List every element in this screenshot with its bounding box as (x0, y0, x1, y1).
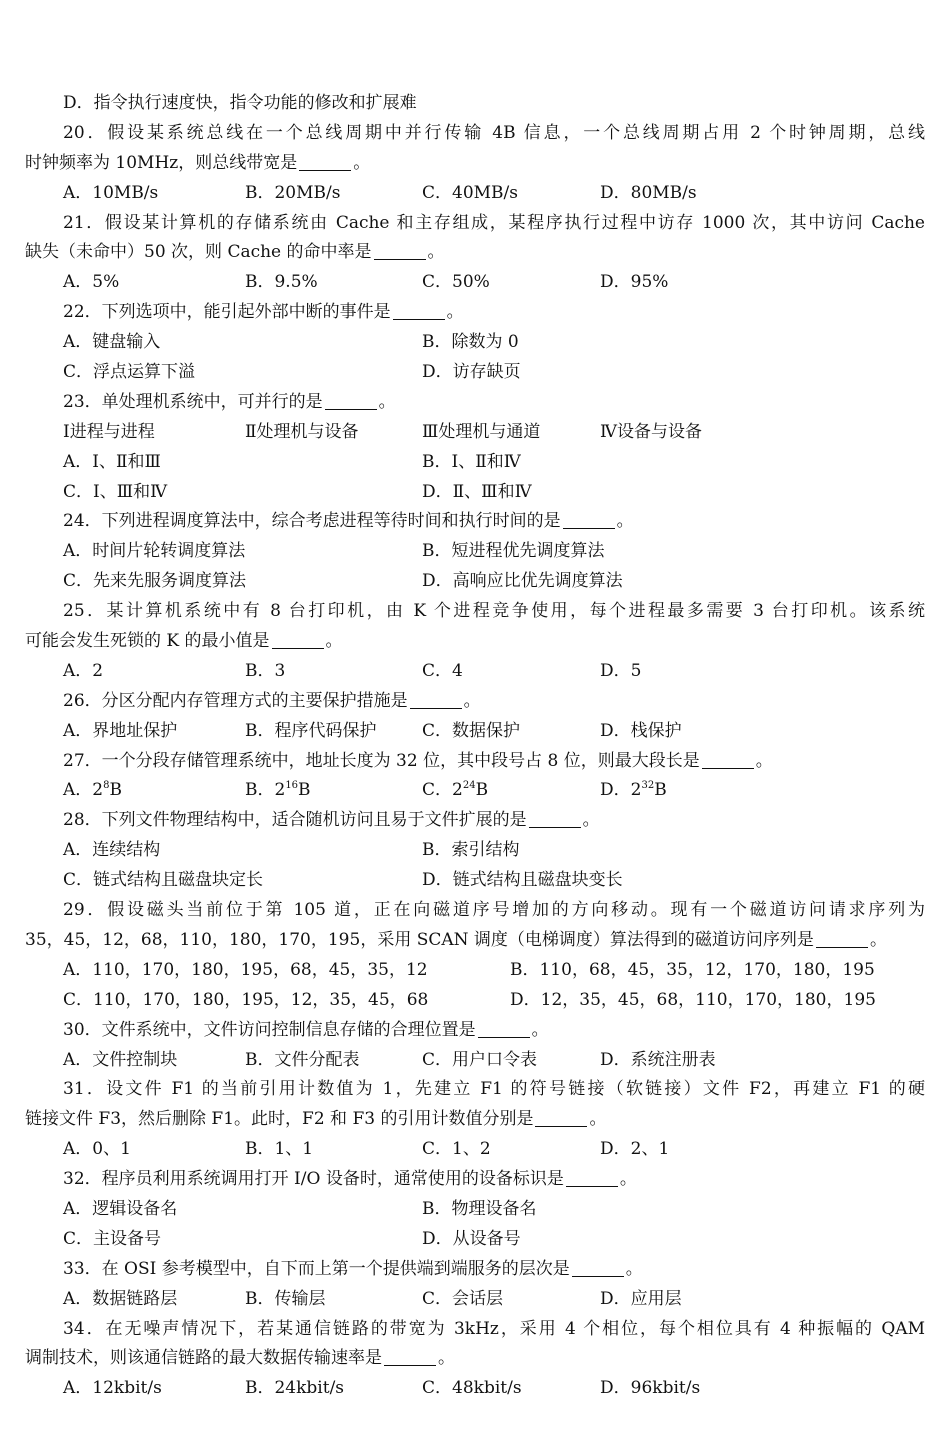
question-stem-line: 34．在无噪声情况下，若某通信链路的带宽为 3kHz，采用 4 个相位，每个相位具有 4 种振幅的 QAM (63, 1318, 925, 1339)
option: C．会话层 (422, 1288, 504, 1309)
option: A．12kbit/s (63, 1378, 162, 1399)
question-end-punct: 。 (582, 810, 600, 831)
question-continuation-line (25, 149, 925, 179)
option: B．9.5% (245, 272, 318, 293)
option: B．文件分配表 (245, 1049, 360, 1070)
option (63, 776, 122, 806)
option: C．链式结构且磁盘块定长 (63, 870, 264, 891)
option-unit: B (475, 780, 489, 801)
question-end-punct: 。 (325, 631, 343, 652)
question-continuation-line (25, 926, 925, 956)
option-base: A．2 (63, 780, 104, 801)
question-text: 22．下列选项中，能引起外部中断的事件是 (63, 302, 391, 323)
options-row (25, 1195, 925, 1225)
question-stem-line (25, 747, 925, 777)
answer-blank (272, 630, 324, 649)
options-row (25, 836, 925, 866)
question-end-punct: 。 (353, 152, 371, 173)
question-end-punct: 。 (378, 391, 396, 412)
answer-blank (325, 391, 377, 410)
option: B．索引结构 (422, 840, 520, 861)
question-text: 32．程序员利用系统调用打开 I/O 设备时，通常使用的设备标识是 (63, 1169, 564, 1190)
question-continuation-line (25, 627, 925, 657)
question-text: 缺失（未命中）50 次，则 Cache 的命中率是 (25, 242, 372, 263)
option: C．4 (422, 660, 463, 681)
question-end-punct: 。 (531, 1019, 549, 1040)
question-text: 链接文件 F3，然后删除 F1。此时，F2 和 F3 的引用计数值分别是 (25, 1109, 534, 1130)
option: C．浮点运算下溢 (63, 362, 196, 383)
options-row (25, 537, 925, 567)
option: B．3 (245, 660, 286, 681)
question-text: 时钟频率为 10MHz，则总线带宽是 (25, 152, 298, 173)
option: B．20MB/s (245, 182, 341, 203)
option: B．Ⅰ、Ⅱ和Ⅳ (422, 451, 521, 472)
option: B．除数为 0 (422, 332, 519, 353)
question-text: 24．下列进程调度算法中，综合考虑进程等待时间和执行时间的是 (63, 511, 561, 532)
option: D．链式结构且磁盘块变长 (422, 870, 623, 891)
option: C．1、2 (422, 1139, 491, 1160)
options-row (25, 358, 925, 388)
option: D．96kbit/s (600, 1378, 701, 1399)
question-end-punct: 。 (438, 1348, 455, 1369)
option: C．数据保护 (422, 720, 521, 741)
question-end-punct: 。 (616, 511, 634, 532)
option-base: C．2 (422, 780, 463, 801)
option-unit: B (654, 780, 667, 801)
option: C．先来先服务调度算法 (63, 571, 247, 592)
option: A．110，170，180，195，68，45，35，12 (63, 959, 428, 980)
option: D．栈保护 (600, 720, 682, 741)
answer-blank (563, 510, 615, 529)
options-row (25, 1374, 925, 1404)
answer-blank (535, 1108, 587, 1127)
answer-blank (702, 750, 754, 769)
option: A．5% (63, 272, 120, 293)
options-row (25, 776, 925, 806)
options-row (25, 866, 925, 896)
options-row (25, 956, 925, 986)
option (245, 776, 311, 806)
option-base: D．2 (600, 780, 642, 801)
option: D．从设备号 (422, 1228, 521, 1249)
option: A．10MB/s (63, 182, 159, 203)
option: C．50% (422, 272, 490, 293)
option: A．界地址保护 (63, 720, 178, 741)
answer-blank (384, 1347, 436, 1366)
option: C．48kbit/s (422, 1378, 522, 1399)
option: D．12，35，45，68，110，170，180，195 (510, 989, 876, 1010)
option: Ⅲ处理机与通道 (422, 421, 541, 442)
question-text: 26．分区分配内存管理方式的主要保护措施是 (63, 690, 408, 711)
option: A．2 (63, 660, 104, 681)
question-stem-line: 21．假设某计算机的存储系统由 Cache 和主存组成，某程序执行过程中访存 1000 次，其中访问 Cache (63, 212, 925, 233)
options-row (25, 567, 925, 597)
option: D．应用层 (600, 1288, 682, 1309)
question-continuation-line (25, 1344, 925, 1374)
options-row (25, 1046, 925, 1076)
option: A．Ⅰ、Ⅱ和Ⅲ (63, 451, 161, 472)
option-unit: B (109, 780, 122, 801)
question-stem-line (25, 1165, 925, 1195)
question-stem-line: 25．某计算机系统中有 8 台打印机，由 K 个进程竞争使用，每个进程最多需要 3 台打印机。该系统 (63, 601, 925, 622)
option: C．用户口令表 (422, 1049, 538, 1070)
answer-blank (374, 241, 426, 260)
option: A．键盘输入 (63, 332, 161, 353)
options-row (25, 986, 925, 1016)
option: Ⅳ设备与设备 (600, 421, 702, 442)
option: D．5 (600, 660, 642, 681)
option: A．数据链路层 (63, 1288, 178, 1309)
option: D．95% (600, 272, 669, 293)
question-end-punct: 。 (427, 242, 445, 263)
options-row (25, 89, 925, 119)
options-row (25, 1135, 925, 1165)
question-text: 28．下列文件物理结构中，适合随机访问且易于文件扩展的是 (63, 810, 527, 831)
options-row (25, 179, 925, 209)
option: D．高响应比优先调度算法 (422, 571, 623, 592)
option: A．0、1 (63, 1139, 131, 1160)
question-end-punct: 。 (446, 302, 464, 323)
question-stem-line (25, 1016, 925, 1046)
option: D．访存缺页 (422, 362, 521, 383)
option-base: B．2 (245, 780, 286, 801)
option: C．主设备号 (63, 1228, 162, 1249)
question-continuation-line (25, 1105, 925, 1135)
option: A．逻辑设备名 (63, 1198, 178, 1219)
question-text: 23．单处理机系统中，可并行的是 (63, 391, 323, 412)
option: A．时间片轮转调度算法 (63, 541, 246, 562)
option: C．Ⅰ、Ⅲ和Ⅳ (63, 481, 168, 502)
option-exponent: 16 (285, 780, 299, 792)
option: D．2、1 (600, 1139, 670, 1160)
option: B．1、1 (245, 1139, 314, 1160)
option: D．Ⅱ、Ⅲ和Ⅳ (422, 481, 532, 502)
option: D．指令执行速度快，指令功能的修改和扩展难 (63, 93, 417, 113)
options-row (25, 717, 925, 747)
question-stem-line (25, 1255, 925, 1285)
option: Ⅰ进程与进程 (63, 421, 155, 442)
answer-blank (410, 690, 462, 709)
option: A．文件控制块 (63, 1049, 178, 1070)
question-end-punct: 。 (625, 1258, 643, 1279)
options-row (25, 268, 925, 298)
answer-blank (529, 809, 581, 828)
question-stem-line: 20．假设某系统总线在一个总线周期中并行传输 4B 信息，一个总线周期占用 2 个时钟周期，总线 (63, 122, 925, 143)
options-row (25, 1285, 925, 1315)
question-stem-line: 31．设文件 F1 的当前引用计数值为 1，先建立 F1 的符号链接（软链接）文件 F2，再建立 F1 的硬 (63, 1079, 925, 1100)
question-end-punct: 。 (463, 690, 481, 711)
question-end-punct: 。 (869, 929, 887, 950)
question-text: 27．一个分段存储管理系统中，地址长度为 32 位，其中段号占 8 位，则最大段长是 (63, 750, 700, 771)
question-stem-line: 29．假设磁头当前位于第 105 道，正在向磁道序号增加的方向移动。现有一个磁道访问请求序列为 (63, 900, 925, 921)
option: B．程序代码保护 (245, 720, 377, 741)
option: B．物理设备名 (422, 1198, 537, 1219)
question-text: 35，45，12，68，110，180，170，195，采用 SCAN 调度（电梯调度）算法得到的磁道访问序列是 (25, 929, 814, 950)
question-stem-line (25, 507, 925, 537)
option: B．24kbit/s (245, 1378, 345, 1399)
options-row (25, 478, 925, 508)
option: B．传输层 (245, 1288, 326, 1309)
options-row (25, 418, 925, 448)
option: C．40MB/s (422, 182, 518, 203)
exam-page (25, 89, 925, 1404)
option: B．110，68，45，35，12，170，180，195 (510, 959, 875, 980)
option: D．80MB/s (600, 182, 697, 203)
options-row (25, 1225, 925, 1255)
option: D．系统注册表 (600, 1049, 716, 1070)
answer-blank (393, 301, 445, 320)
options-row (25, 328, 925, 358)
question-continuation-line (25, 238, 925, 268)
option: Ⅱ处理机与设备 (245, 421, 359, 442)
question-end-punct: 。 (589, 1109, 607, 1130)
question-stem-line (25, 687, 925, 717)
question-text: 30．文件系统中，文件访问控制信息存储的合理位置是 (63, 1019, 476, 1040)
question-stem-line (25, 388, 925, 418)
options-row (25, 657, 925, 687)
question-end-punct: 。 (619, 1169, 637, 1190)
question-text: 调制技术，则该通信链路的最大数据传输速率是 (25, 1348, 382, 1369)
option-unit: B (298, 780, 311, 801)
question-end-punct: 。 (755, 750, 773, 771)
option (600, 776, 667, 806)
answer-blank (478, 1019, 530, 1038)
option: A．连续结构 (63, 840, 161, 861)
answer-blank (816, 929, 868, 948)
answer-blank (566, 1168, 618, 1187)
question-stem-line (25, 298, 925, 328)
option-exponent: 24 (462, 780, 476, 792)
answer-blank (572, 1258, 624, 1277)
option-exponent: 8 (103, 780, 110, 792)
option-exponent: 32 (641, 780, 655, 792)
option (422, 776, 488, 806)
options-row (25, 448, 925, 478)
question-text: 33．在 OSI 参考模型中，自下而上第一个提供端到端服务的层次是 (63, 1258, 570, 1279)
option: B．短进程优先调度算法 (422, 541, 605, 562)
option: C．110，170，180，195，12，35，45，68 (63, 989, 429, 1010)
question-text: 可能会发生死锁的 K 的最小值是 (25, 631, 270, 652)
answer-blank (299, 152, 351, 171)
question-stem-line (25, 806, 925, 836)
